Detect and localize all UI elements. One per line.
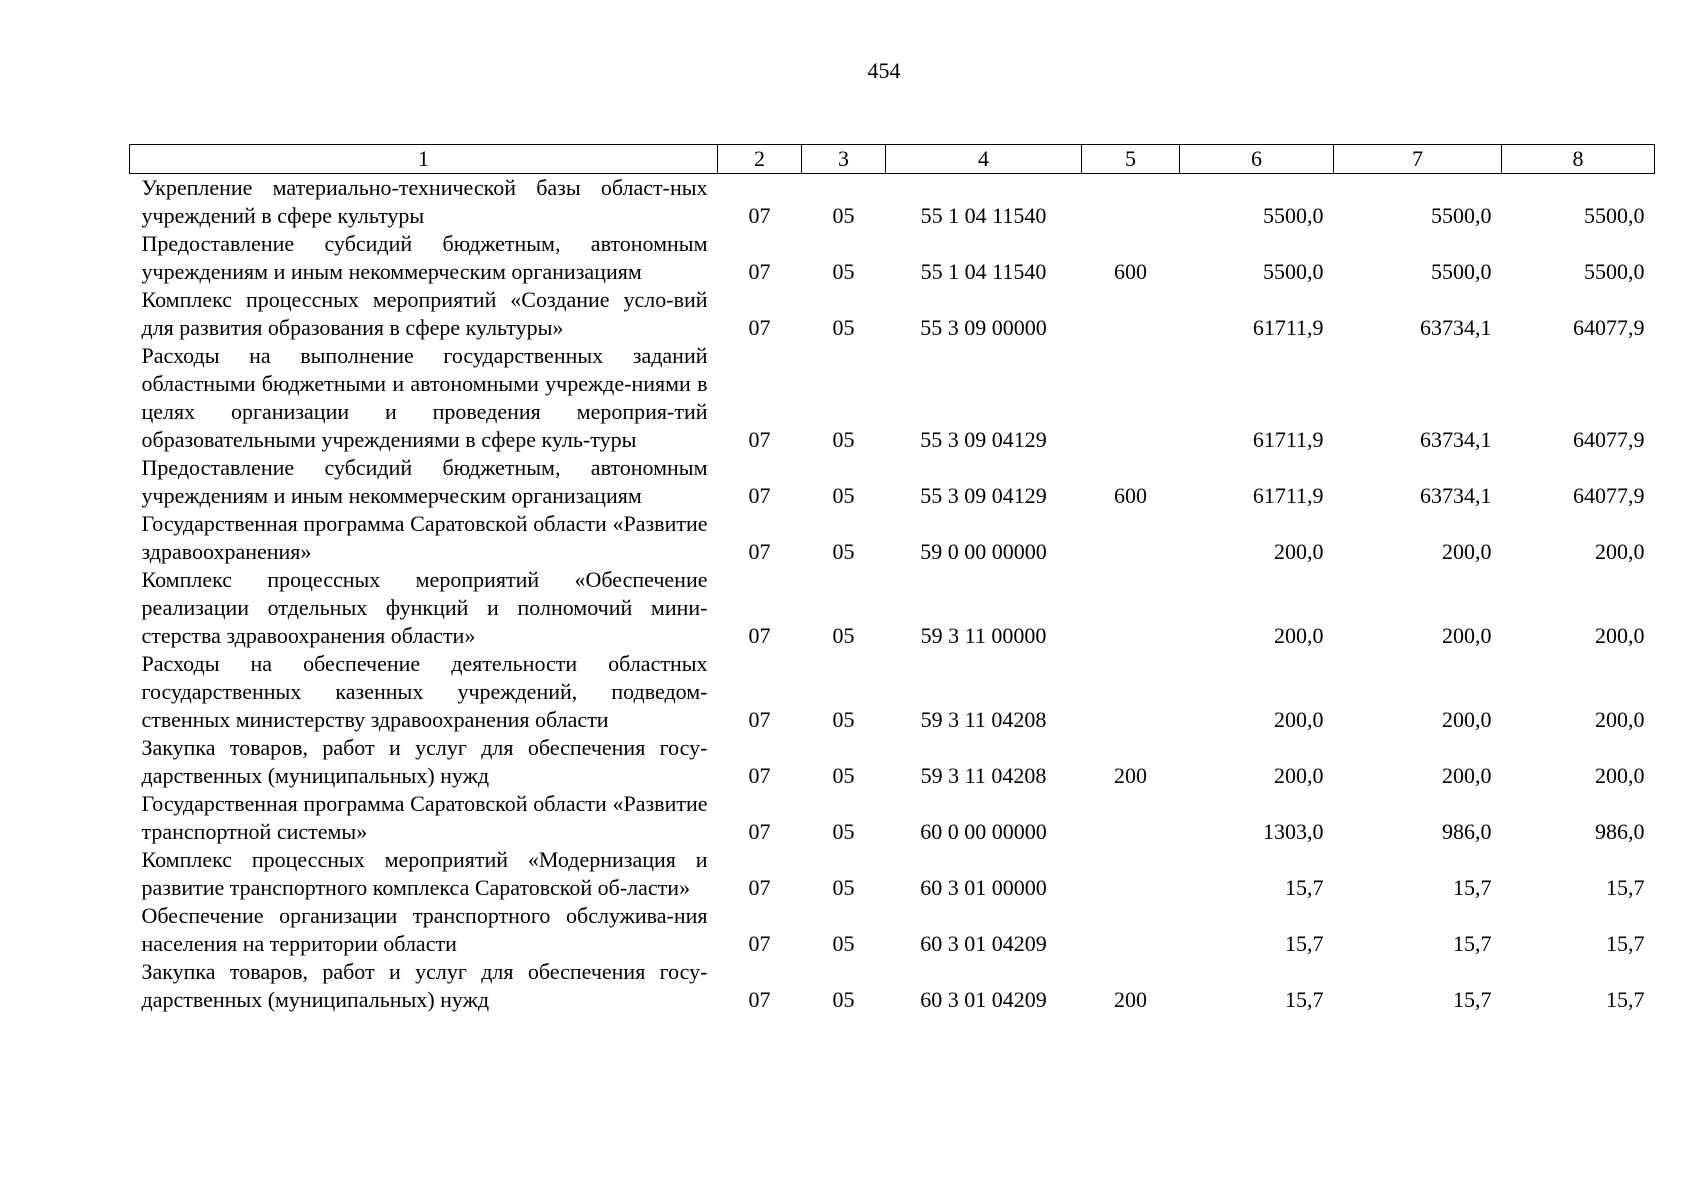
row-target-code: 55 3 09 04129 [920,427,1047,452]
row-amount-col8: 64077,9 [1573,427,1645,452]
row-expense-type [1082,902,1180,958]
row-amount-col7: 986,0 [1442,819,1492,844]
row-expense-type [1082,790,1180,846]
row-name: Государственная программа Саратовской области «Развитие здравоохранения» [141,511,708,564]
row-expense-type [1082,510,1180,566]
header-col-5: 5 [1082,145,1180,174]
row-amount-col8: 986,0 [1595,819,1645,844]
row-amount-col6: 15,7 [1285,875,1324,900]
row-amount-col6: 15,7 [1285,931,1324,956]
row-amount-col6: 200,0 [1274,623,1324,648]
row-subsection: 05 [832,315,855,340]
header-col-6: 6 [1180,145,1334,174]
row-amount-col7: 63734,1 [1420,483,1492,508]
row-subsection: 05 [832,707,855,732]
row-subsection: 05 [832,623,855,648]
row-amount-col8: 5500,0 [1584,259,1645,284]
row-subsection: 05 [832,875,855,900]
row-amount-col6: 61711,9 [1252,315,1324,340]
row-section: 07 [748,707,771,732]
row-name: Расходы на выполнение государственных заданий областными бюджетными и автономными учрежде-ниями в целях организации и проведения мероприя-тий образовательными учреждениями в сфере куль-туры [141,343,708,452]
page-number: 454 [867,58,901,83]
row-target-code: 60 3 01 04209 [920,987,1047,1012]
table-row [130,902,1655,958]
row-target-code: 55 3 09 04129 [920,483,1047,508]
row-amount-col7: 63734,1 [1420,427,1492,452]
header-col-2: 2 [718,145,802,174]
row-target-code: 60 3 01 04209 [920,931,1047,956]
row-section: 07 [748,539,771,564]
row-subsection: 05 [832,539,855,564]
table-body [130,174,1655,1015]
row-target-code: 59 3 11 04208 [920,763,1047,788]
row-subsection: 05 [832,483,855,508]
row-amount-col7: 200,0 [1442,763,1492,788]
header-col-7: 7 [1334,145,1502,174]
table-row [130,174,1655,231]
table-row [130,286,1655,342]
row-section: 07 [748,931,771,956]
row-expense-type [1082,650,1180,734]
row-target-code: 55 1 04 11540 [920,203,1047,228]
row-expense-type: 600 [1114,483,1147,508]
row-amount-col8: 200,0 [1595,707,1645,732]
row-target-code: 55 3 09 00000 [920,315,1047,340]
row-name: Комплекс процессных мероприятий «Обеспечение реализации отдельных функций и полномочий мини-стерства здравоохранения области» [141,567,708,648]
table-row [130,790,1655,846]
row-amount-col6: 61711,9 [1252,483,1324,508]
row-amount-col8: 5500,0 [1584,203,1645,228]
row-amount-col7: 200,0 [1442,623,1492,648]
row-section: 07 [748,987,771,1012]
row-amount-col7: 5500,0 [1431,259,1492,284]
row-section: 07 [748,763,771,788]
row-amount-col8: 15,7 [1606,987,1645,1012]
row-subsection: 05 [832,819,855,844]
row-name: Закупка товаров, работ и услуг для обеспечения госу-дарственных (муниципальных) нужд [141,735,708,788]
row-amount-col8: 200,0 [1595,539,1645,564]
table-row [130,566,1655,650]
row-amount-col6: 200,0 [1274,539,1324,564]
row-subsection: 05 [832,931,855,956]
row-amount-col6: 200,0 [1274,707,1324,732]
header-col-3: 3 [802,145,886,174]
row-expense-type: 200 [1114,763,1147,788]
row-subsection: 05 [832,763,855,788]
row-amount-col8: 15,7 [1606,875,1645,900]
header-row [130,145,1655,174]
row-amount-col8: 15,7 [1606,931,1645,956]
row-amount-col7: 15,7 [1453,931,1492,956]
row-section: 07 [748,483,771,508]
row-expense-type [1082,174,1180,231]
header-col-8: 8 [1502,145,1655,174]
row-expense-type [1082,342,1180,454]
row-section: 07 [748,427,771,452]
row-subsection: 05 [832,259,855,284]
row-amount-col7: 5500,0 [1431,203,1492,228]
row-section: 07 [748,819,771,844]
table-row [130,734,1655,790]
table-row [130,510,1655,566]
table-row [130,454,1655,510]
row-amount-col6: 200,0 [1274,763,1324,788]
row-name: Расходы на обеспечение деятельности областных государственных казенных учреждений, подведом-ственных министерству здравоохранения области [141,651,708,732]
row-amount-col7: 200,0 [1442,707,1492,732]
row-expense-type: 200 [1114,987,1147,1012]
row-expense-type: 600 [1114,259,1147,284]
row-name: Закупка товаров, работ и услуг для обеспечения госу-дарственных (муниципальных) нужд [141,959,708,1012]
table-row [130,230,1655,286]
row-target-code: 55 1 04 11540 [920,259,1047,284]
row-subsection: 05 [832,203,855,228]
row-name: Комплекс процессных мероприятий «Создание усло-вий для развития образования в сфере культуры» [141,287,708,340]
row-expense-type [1082,566,1180,650]
row-section: 07 [748,623,771,648]
row-subsection: 05 [832,987,855,1012]
row-amount-col7: 63734,1 [1420,315,1492,340]
row-name: Обеспечение организации транспортного обслужива-ния населения на территории области [141,903,708,956]
row-subsection: 05 [832,427,855,452]
row-amount-col8: 64077,9 [1573,483,1645,508]
row-amount-col6: 15,7 [1285,987,1324,1012]
table-row [130,846,1655,902]
row-section: 07 [748,875,771,900]
row-expense-type [1082,846,1180,902]
row-section: 07 [748,259,771,284]
row-amount-col6: 61711,9 [1252,427,1324,452]
row-target-code: 60 3 01 00000 [920,875,1047,900]
table-row [130,342,1655,454]
row-target-code: 60 0 00 00000 [920,819,1047,844]
row-amount-col8: 64077,9 [1573,315,1645,340]
row-name: Укрепление материально-технической базы област-ных учреждений в сфере культуры [141,175,708,228]
row-amount-col6: 5500,0 [1263,203,1324,228]
row-target-code: 59 3 11 04208 [920,707,1047,732]
row-amount-col8: 200,0 [1595,763,1645,788]
row-name: Предоставление субсидий бюджетным, автономным учреждениям и иным некоммерческим организациям [141,231,708,284]
row-amount-col7: 15,7 [1453,875,1492,900]
table-row [130,650,1655,734]
row-amount-col7: 15,7 [1453,987,1492,1012]
row-name: Комплекс процессных мероприятий «Модернизация и развитие транспортного комплекса Саратовской об-ласти» [141,847,708,900]
header-col-1: 1 [130,145,718,174]
row-amount-col6: 1303,0 [1263,819,1324,844]
row-amount-col8: 200,0 [1595,623,1645,648]
header-col-4: 4 [886,145,1082,174]
row-target-code: 59 0 00 00000 [920,539,1047,564]
row-target-code: 59 3 11 00000 [920,623,1047,648]
row-amount-col6: 5500,0 [1263,259,1324,284]
row-name: Предоставление субсидий бюджетным, автономным учреждениям и иным некоммерческим организациям [141,455,708,508]
budget-table [129,144,1655,1014]
row-name: Государственная программа Саратовской области «Развитие транспортной системы» [141,791,708,844]
row-section: 07 [748,203,771,228]
row-expense-type [1082,286,1180,342]
table-row [130,958,1655,1014]
row-section: 07 [748,315,771,340]
row-amount-col7: 200,0 [1442,539,1492,564]
